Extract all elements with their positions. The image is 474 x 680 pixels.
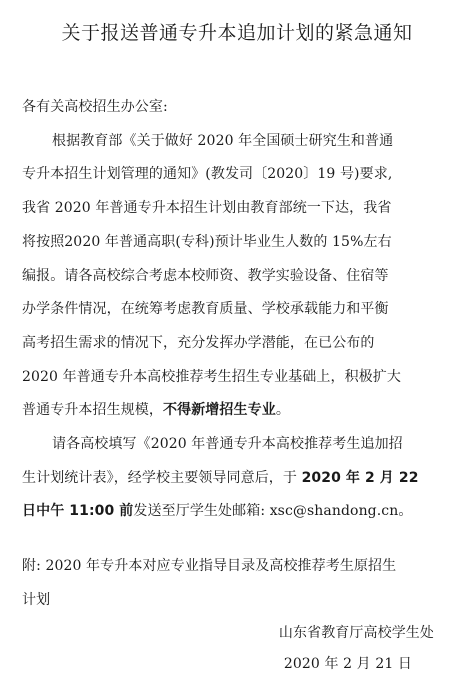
- deadline-time: 日中午 11:00 前: [22, 503, 134, 519]
- paragraph-text: 普通专升本招生规模，: [22, 402, 163, 418]
- paragraph-line: 我省 2020 年普通专升本招生计划由教育部统一下达，我省: [22, 200, 392, 216]
- paragraph-line: 请各高校填写《2020 年普通专升本高校推荐考生追加招: [52, 436, 403, 452]
- paragraph-line: [22, 467, 419, 487]
- paragraph-line: [22, 500, 412, 520]
- paragraph-line: 2020 年普通专升本高校推荐考生招生专业基础上，积极扩大: [22, 369, 401, 385]
- deadline-date: 2020 年 2 月 22: [301, 470, 419, 486]
- paragraph-line: [22, 399, 290, 419]
- salutation: 各有关高校招生办公室:: [22, 99, 168, 115]
- paragraph-text: 生计划统计表》，经学校主要领导同意后，于: [22, 470, 302, 486]
- attachment-line: 附: 2020 年专升本对应专业指导目录及高校推荐考生原招生: [22, 558, 397, 574]
- attachment-line: 计划: [22, 592, 51, 608]
- paragraph-line: 办学条件情况，在统筹考虑教育质量、学校承载能力和平衡: [22, 301, 389, 317]
- paragraph-line: 将按照2020 年普通高职(专科)预计毕业生人数的 15%左右: [22, 234, 392, 250]
- paragraph-line: 高考招生需求的情况下，充分发挥办学潜能，在已公布的: [22, 335, 375, 351]
- paragraph-line: 编报。请各高校综合考虑本校师资、教学实验设备、住宿等: [22, 268, 389, 284]
- signature: 山东省教育厅高校学生处: [278, 625, 434, 641]
- paragraph-text: 。: [275, 402, 290, 418]
- document-title: 关于报送普通专升本追加计划的紧急通知: [61, 22, 413, 44]
- date: 2020 年 2 月 21 日: [283, 656, 412, 672]
- emphasis-text: 不得新增招生专业: [163, 402, 276, 418]
- paragraph-line: 根据教育部《关于做好 2020 年全国硕士研究生和普通: [52, 133, 394, 149]
- paragraph-line: 专升本招生计划管理的通知》(教发司〔2020〕19 号)要求,: [22, 166, 393, 182]
- paragraph-text: 发送至厅学生处邮箱: xsc@shandong.cn。: [133, 503, 413, 519]
